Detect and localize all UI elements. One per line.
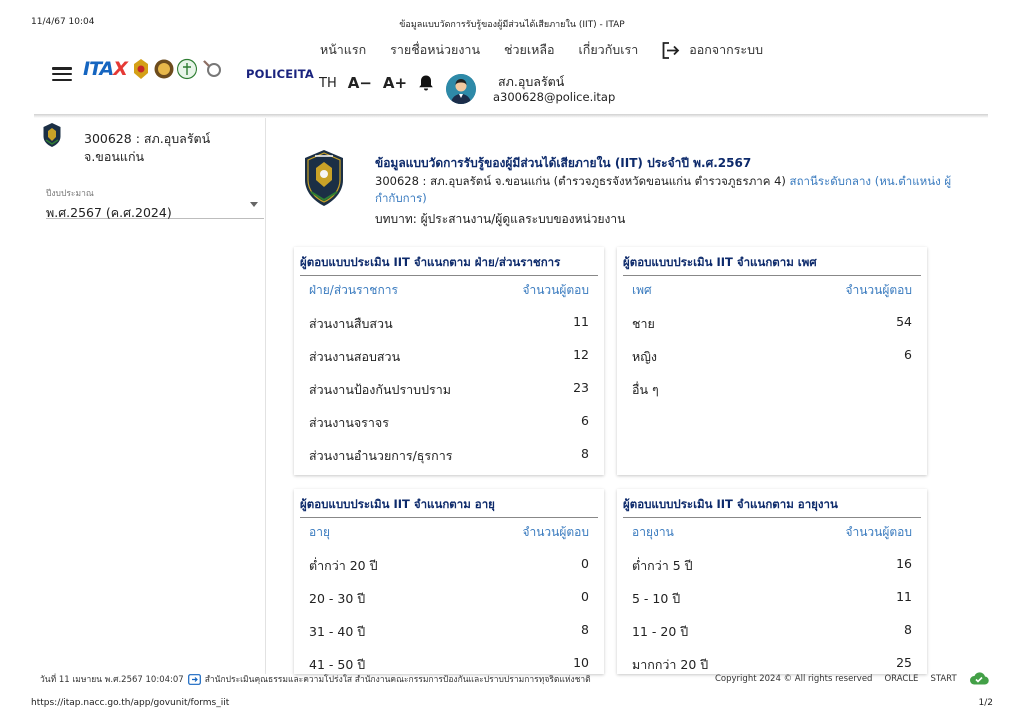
row-label: 41 - 50 ปี [309,657,366,672]
row-count: 54 [896,314,912,329]
gender-table-card [617,247,927,475]
row-count: 23 [573,380,589,395]
row-label: หญิง [632,349,657,364]
row-label: ส่วนงานสืบสวน [309,316,393,331]
user-role: บทบาท: ผู้ประสานงาน/ผู้ดูแลระบบของหน่วยงาน [375,212,626,226]
row-count: 16 [896,556,912,571]
row-count: 11 [896,589,912,604]
oracle-label: ORACLE [884,673,919,684]
nav-agencies-link[interactable]: รายชื่อหน่วยงาน [390,42,480,57]
row-count: 6 [581,413,589,428]
table-row [632,314,912,347]
row-label: 5 - 10 ปี [632,591,681,606]
row-count: 12 [573,347,589,362]
table-row [309,446,589,479]
card-title: ผู้ตอบแบบประเมิน IIT จำแนกตาม อายุงาน [623,496,921,518]
row-count: 8 [904,622,912,637]
footer-copyright: Copyright 2024 © All rights reserved [715,673,873,684]
row-label: 20 - 30 ปี [309,591,366,606]
start-label: START [930,673,957,684]
sidebar [34,118,266,674]
agency-emblem-icon [131,58,151,80]
ita-logo: ITAX [83,58,127,80]
column-header-name: อายุ [309,525,330,539]
table-row [309,413,589,446]
unit-detail [375,173,955,207]
column-header-count: จำนวนผู้ตอบ [845,525,912,539]
card-title: ผู้ตอบแบบประเมิน IIT จำแนกตาม เพศ [623,254,921,276]
footer-org: สำนักประเมินคุณธรรมและความโปร่งใส สำนักงานคณะกรรมการป้องกันและปราบปรามการทุจริตแห่งชาติ [204,675,591,685]
column-header-count: จำนวนผู้ตอบ [522,525,589,539]
page-title: ข้อมูลแบบวัดการรับรู้ของผู้มีส่วนได้เสียภายใน (IIT) ประจำปี พ.ศ.2567 [375,156,752,170]
sidebar-unit-code: 300628 : สภ.อุบลรัตน์ [84,131,211,146]
magnifier-icon [200,58,224,80]
table-row [632,589,912,622]
site-brand[interactable]: POLICEITA [246,67,315,81]
table-header [632,523,912,542]
menu-icon[interactable] [52,67,72,81]
nav-about-link[interactable]: เกี่ยวกับเรา [578,42,639,57]
seal-icon [154,58,174,80]
print-url: https://itap.nacc.go.th/app/govunit/forms_iit [31,698,230,708]
avatar[interactable] [446,74,476,104]
column-header-count: จำนวนผู้ตอบ [845,283,912,297]
top-nav [320,40,763,60]
site-footer [40,672,980,686]
row-label: ส่วนงานอำนวยการ/ธุรการ [309,448,453,463]
refresh-icon[interactable] [188,674,201,685]
row-count: 10 [573,655,589,670]
row-count: 8 [581,622,589,637]
row-count: 25 [896,655,912,670]
fiscal-year-value: พ.ศ.2567 (ค.ศ.2024) [46,205,172,220]
row-label: ส่วนงานจราจร [309,415,389,430]
department-table-card [294,247,604,475]
row-label: ส่วนงานสอบสวน [309,349,401,364]
chevron-down-icon [250,202,258,207]
police-badge-icon [302,148,346,208]
card-title: ผู้ตอบแบบประเมิน IIT จำแนกตาม ฝ่าย/ส่วนราชการ [300,254,598,276]
user-avatar-icon [446,74,476,104]
footer-timestamp: วันที่ 11 เมษายน พ.ศ.2567 10:04:07 [40,675,184,685]
column-header-name: ฝ่าย/ส่วนราชการ [309,283,398,297]
row-count: 0 [581,556,589,571]
logout-button[interactable] [662,40,763,60]
bell-icon[interactable] [418,74,434,92]
table-header [309,281,589,300]
nav-help-link[interactable]: ช่วยเหลือ [504,42,555,57]
sidebar-unit-province: จ.ขอนแก่น [84,149,145,164]
row-label: 11 - 20 ปี [632,624,689,639]
table-row [632,622,912,655]
table-row [632,556,912,589]
logout-label: ออกจากระบบ [689,42,764,57]
age-table-card [294,489,604,674]
nav-home-link[interactable]: หน้าแรก [320,42,367,57]
print-page-number: 1/2 [978,698,993,708]
row-label: ต่ำกว่า 20 ปี [309,558,378,573]
table-row [309,347,589,380]
unit-detail-text: 300628 : สภ.อุบลรัตน์ จ.ขอนแก่น (ตำรวจภูธรจังหวัดขอนแก่น ตำรวจภูธรภาค 4) [375,174,786,188]
print-datetime: 11/4/67 10:04 [31,17,95,27]
logo-group[interactable] [83,58,227,80]
card-title: ผู้ตอบแบบประเมิน IIT จำแนกตาม อายุ [300,496,598,518]
row-label: ชาย [632,316,655,331]
table-header [309,523,589,542]
sidebar-unit [42,122,210,166]
nacc-emblem-icon [177,58,197,80]
column-header-name: เพศ [632,283,652,297]
row-label: 31 - 40 ปี [309,624,366,639]
column-header-count: จำนวนผู้ตอบ [522,283,589,297]
font-increase-button[interactable]: A+ [382,74,408,92]
police-badge-icon [42,122,62,148]
user-email: a300628@police.itap [493,90,616,104]
row-count: 8 [581,446,589,461]
print-footer [31,698,993,712]
row-label: ต่ำกว่า 5 ปี [632,558,693,573]
user-name: สภ.อุบลรัตน์ [498,74,565,89]
row-count: 0 [581,589,589,604]
language-toggle[interactable]: TH [319,75,337,91]
table-row [309,589,589,622]
fiscal-year-select[interactable] [46,186,264,219]
row-label: อื่น ๆ [632,382,659,397]
service-years-table-card [617,489,927,674]
logout-icon [662,42,680,59]
row-count: 11 [573,314,589,329]
table-row [309,556,589,589]
table-row [309,314,589,347]
column-header-name: อายุงาน [632,525,674,539]
accessibility-tools [319,74,462,92]
row-count: 6 [904,347,912,362]
table-row [309,622,589,655]
font-decrease-button[interactable]: A− [347,74,372,92]
table-header [632,281,912,300]
table-row [632,380,912,413]
table-row [309,380,589,413]
print-header [31,17,993,31]
row-label: ส่วนงานป้องกันปราบปราม [309,382,452,397]
row-label: มากกว่า 20 ปี [632,657,709,672]
print-page-title: ข้อมูลแบบวัดการรับรู้ของผู้มีส่วนได้เสียภายใน (IIT) - ITAP [399,20,625,30]
unit-level-link[interactable]: สถานีระดับกลาง (หน.ตำแหน่ง ผู้กำกับการ) [375,174,952,205]
table-row [632,347,912,380]
fiscal-year-label: ปีงบประมาณ [46,189,94,199]
cloud-check-icon [969,672,989,685]
